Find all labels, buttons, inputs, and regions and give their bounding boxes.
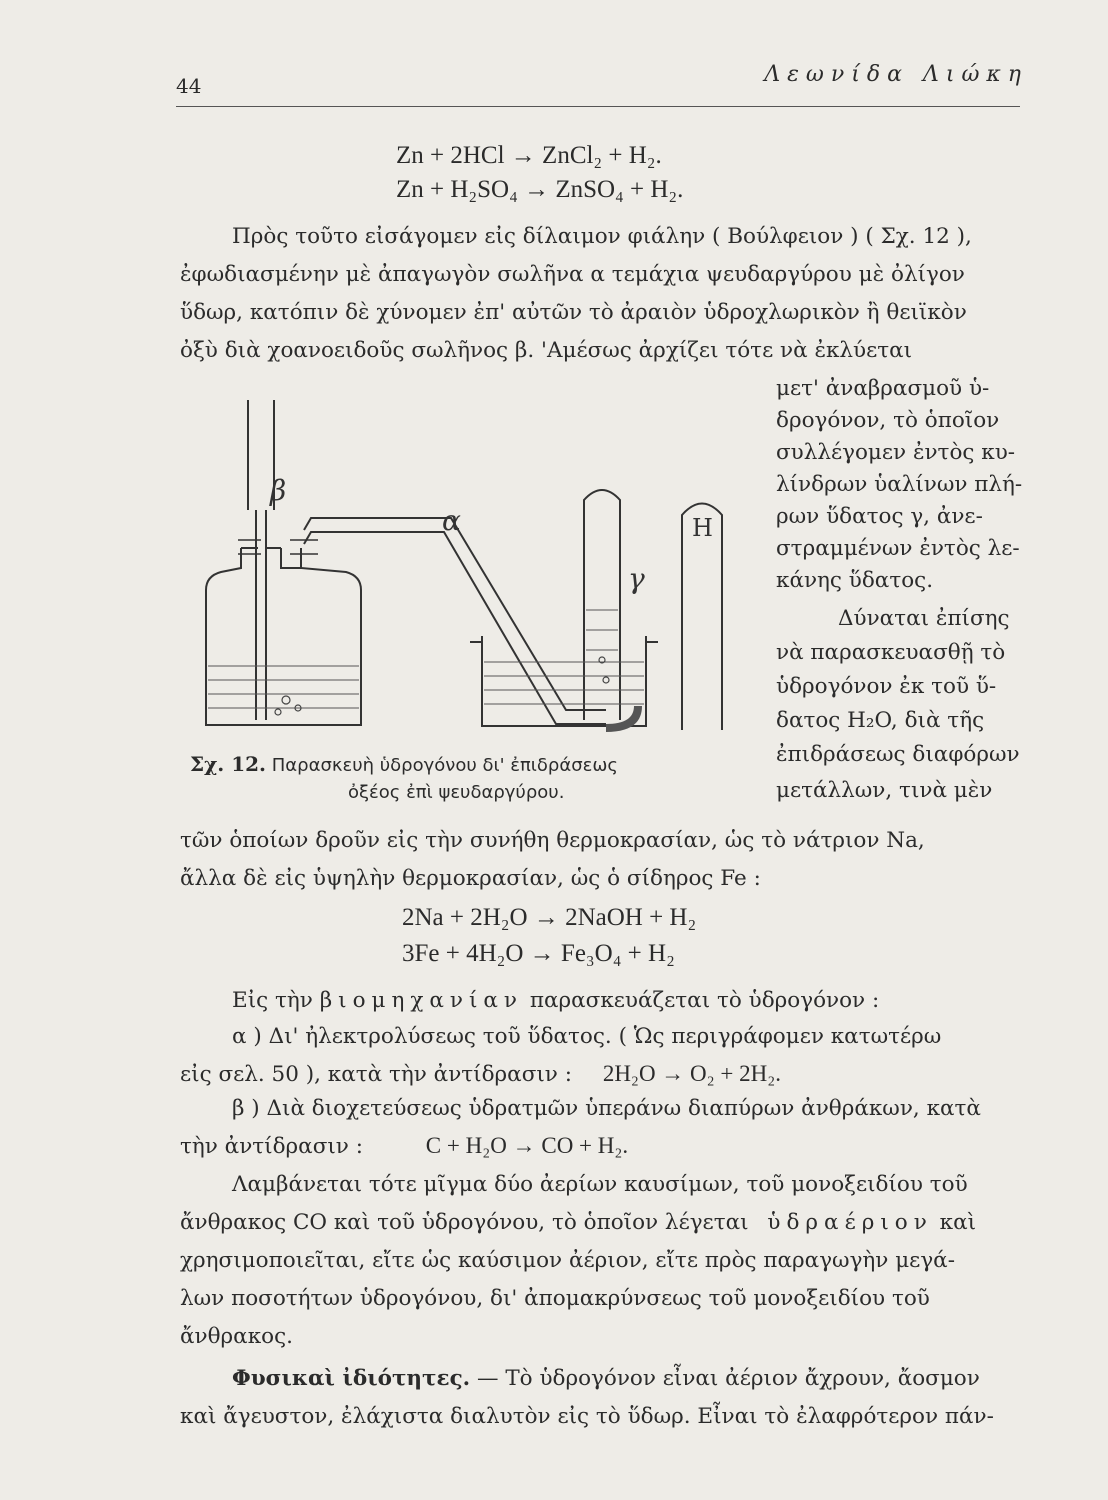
- body-line: β ) Διὰ διοχετεύσεως ὑδρατμῶν ὑπεράνω διαπύρων ἀνθράκων, κατὰ: [232, 1096, 981, 1121]
- caption-text: Παρασκευὴ ὑδρογόνου δι' ἐπιδράσεως: [271, 755, 618, 776]
- side-line: ὑδρογόνον ἐκ τοῦ ὕ-: [776, 674, 997, 699]
- body-line: ὕδωρ, κατόπιν δὲ χύνομεν ἐπ' αὐτῶν τὸ ἀραιὸν ὑδροχλωρικὸν ἢ θειϊκὸν: [180, 300, 967, 325]
- equation-na-water: 2Na + 2H₂O → 2NaOH + H₂: [402, 904, 697, 931]
- running-header-author: Λεωνίδα Λιώκη: [764, 62, 1028, 87]
- equation-water-gas: C + H₂O → CO + H₂.: [425, 1133, 629, 1158]
- para-kai: καὶ: [939, 1210, 977, 1235]
- body-line: χρησιμοποιεῖται, εἴτε ὡς καύσιμον ἀέριον, εἴτε πρὸς παραγωγὴν μεγά-: [180, 1248, 955, 1273]
- caption-number: Σχ. 12.: [190, 752, 267, 776]
- side-line: μετάλλων, τινὰ μὲν: [776, 778, 993, 803]
- page-number: 44: [176, 74, 202, 98]
- body-line: ἄλλα δὲ εἰς ὑψηλὴν θερμοκρασίαν, ὡς ὁ σίδηρος Fe :: [180, 866, 761, 891]
- industry-intro-spaced: βιομηχανίαν: [319, 988, 523, 1013]
- label-alpha: α: [442, 504, 461, 537]
- side-line: ρων ὕδατος γ, ἀνε-: [776, 504, 983, 529]
- section-heading-physical: Φυσικαὶ ἰδιότητες.: [232, 1366, 471, 1391]
- equation-electrolysis: 2H₂O → O₂ + 2H₂.: [602, 1061, 782, 1086]
- side-line: δατος H₂O, διὰ τῆς: [776, 708, 985, 733]
- equation-zn-h2so4: Zn + H₂SO₄ → ZnSO₄ + H₂.: [396, 176, 684, 203]
- side-line: Δύναται ἐπίσης: [838, 606, 1010, 631]
- para-text: ἄνθρακος CO καὶ τοῦ ὑδρογόνου, τὸ ὁποῖον λέγεται: [180, 1210, 749, 1235]
- side-line: λίνδρων ὑαλίνων πλή-: [776, 472, 1023, 497]
- label-gamma: γ: [628, 562, 645, 595]
- body-line: α ) Δι' ἠλεκτρολύσεως τοῦ ὕδατος. ( Ὡς περιγράφομεν κατωτέρω: [232, 1024, 942, 1049]
- equation-zn-hcl: Zn + 2HCl → ZnCl₂ + H₂.: [396, 142, 662, 169]
- term-udraerion: ὑδραέριον: [767, 1210, 933, 1235]
- body-line: καὶ ἄγευστον, ἐλάχιστα διαλυτὸν εἰς τὸ ὕδωρ. Εἶναι τὸ ἐλαφρότερον πάν-: [180, 1404, 994, 1429]
- body-line: [232, 1368, 980, 1390]
- industry-intro-pre: Εἰς τὴν: [232, 988, 313, 1013]
- side-line: συλλέγομεν ἐντὸς κυ-: [776, 440, 1016, 465]
- figure-caption-line1: [190, 752, 618, 776]
- body-line: Λαμβάνεται τότε μῖγμα δύο ἀερίων καυσίμων, τοῦ μονοξειδίου τοῦ: [232, 1172, 968, 1197]
- side-line: νὰ παρασκευασθῇ τὸ: [776, 640, 1006, 665]
- body-line: [180, 1062, 781, 1086]
- industry-intro-post: παρασκευάζεται τὸ ὑδρογόνον :: [529, 988, 880, 1013]
- physical-line1: — Τὸ ὑδρογόνον εἶναι ἀέριον ἄχρουν, ἄοσμον: [477, 1366, 980, 1391]
- label-h: H: [692, 514, 713, 542]
- figure-hydrogen-apparatus: [186, 380, 766, 760]
- body-line: λων ποσοτήτων ὑδρογόνου, δι' ἀπομακρύνσεως τοῦ μονοξειδίου τοῦ: [180, 1286, 930, 1311]
- side-line: ἐπιδράσεως διαφόρων: [776, 742, 1020, 767]
- body-line: Πρὸς τοῦτο εἰσάγομεν εἰς δίλαιμον φιάλην ( Βούλφειον ) ( Σχ. 12 ),: [232, 224, 972, 249]
- body-line: [180, 1212, 976, 1234]
- side-line: στραμμένων ἐντὸς λε-: [776, 536, 1020, 561]
- body-line: τῶν ὁποίων δροῦν εἰς τὴν συνήθη θερμοκρασίαν, ὡς τὸ νάτριον Na,: [180, 828, 925, 853]
- body-line: ἄνθρακος.: [180, 1324, 293, 1349]
- side-line: μετ' ἀναβρασμοῦ ὑ-: [776, 376, 990, 401]
- side-line: κάνης ὕδατος.: [776, 568, 934, 593]
- industry-b-text: τὴν ἀντίδρασιν :: [180, 1134, 363, 1159]
- industry-a-text: εἰς σελ. 50 ), κατὰ τὴν ἀντίδρασιν :: [180, 1062, 572, 1087]
- body-line: ἐφωδιασμένην μὲ ἀπαγωγὸν σωλῆνα α τεμάχια ψευδαργύρου μὲ ὀλίγον: [180, 262, 965, 287]
- body-line: ὀξὺ διὰ χοανοειδοῦς σωλῆνος β. 'Αμέσως ἀρχίζει τότε νὰ ἐκλύεται: [180, 338, 913, 363]
- apparatus-drawing: [186, 380, 766, 760]
- figure-caption-line2: ὀξέος ἐπὶ ψευδαργύρου.: [348, 782, 565, 803]
- equation-fe-water: 3Fe + 4H₂O → Fe₃O₄ + H₂: [402, 940, 675, 967]
- side-line: δρογόνον, τὸ ὁποῖον: [776, 408, 1000, 433]
- body-line: [180, 1134, 628, 1158]
- label-beta: β: [270, 474, 287, 507]
- body-line: [232, 990, 879, 1012]
- header-rule: [176, 106, 1020, 107]
